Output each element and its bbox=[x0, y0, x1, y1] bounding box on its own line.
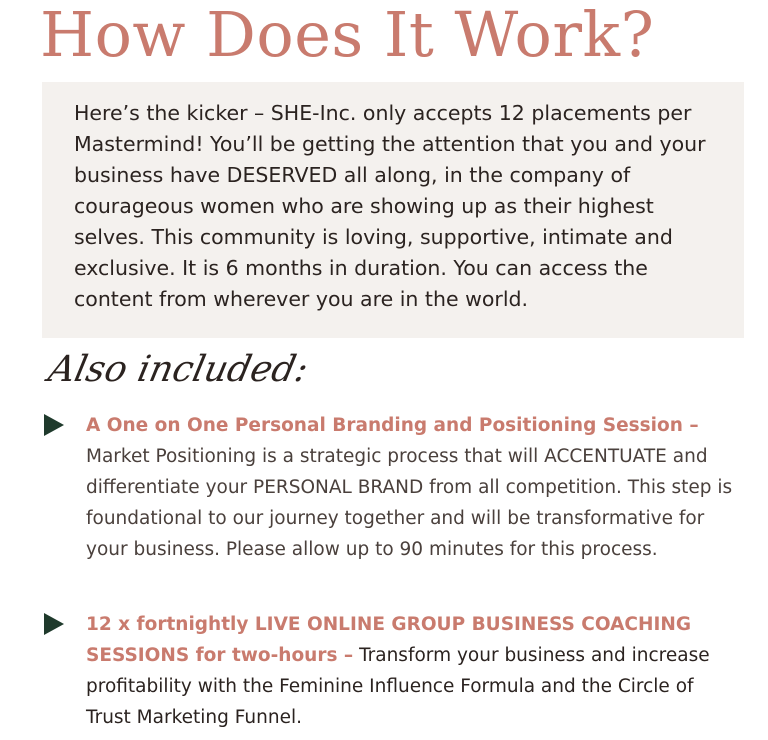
included-item-description: Transform your business and increase profitability with the Feminine Influence Formula and the Circle of Trust Marketing Funnel. bbox=[86, 645, 710, 728]
included-item-title: 12 x fortnightly LIVE ONLINE GROUP BUSINESS COACHING SESSIONS for two-hours – bbox=[86, 614, 692, 666]
included-item-description: Market Positioning is a strategic process that will ACCENTUATE and differentiate your PERSONAL BRAND from all competition. This step is foundational to our journey together and will be transformative for your business. Please allow up to 90 minutes for this process. bbox=[86, 446, 733, 560]
included-item-group-coaching bbox=[44, 609, 734, 733]
arrow-right-icon bbox=[44, 613, 64, 635]
included-item-title: A One on One Personal Branding and Positioning Session – bbox=[86, 415, 699, 436]
included-item-text bbox=[86, 609, 734, 733]
intro-box bbox=[42, 82, 744, 338]
included-item-branding-session bbox=[44, 410, 734, 565]
page-title: How Does It Work? bbox=[40, 0, 655, 71]
arrow-right-icon bbox=[44, 414, 64, 436]
included-item-text bbox=[86, 410, 734, 565]
intro-text: Here’s the kicker – SHE-Inc. only accepts 12 placements per Mastermind! You’ll be getting the attention that you and your business have DESERVED all along, in the company of courageous women who are showing up as their highest selves. This community is loving, supportive, intimate and exclusive. It is 6 months in duration. You can access the content from wherever you are in the world. bbox=[74, 101, 706, 311]
also-included-heading: Also included: bbox=[44, 349, 312, 390]
